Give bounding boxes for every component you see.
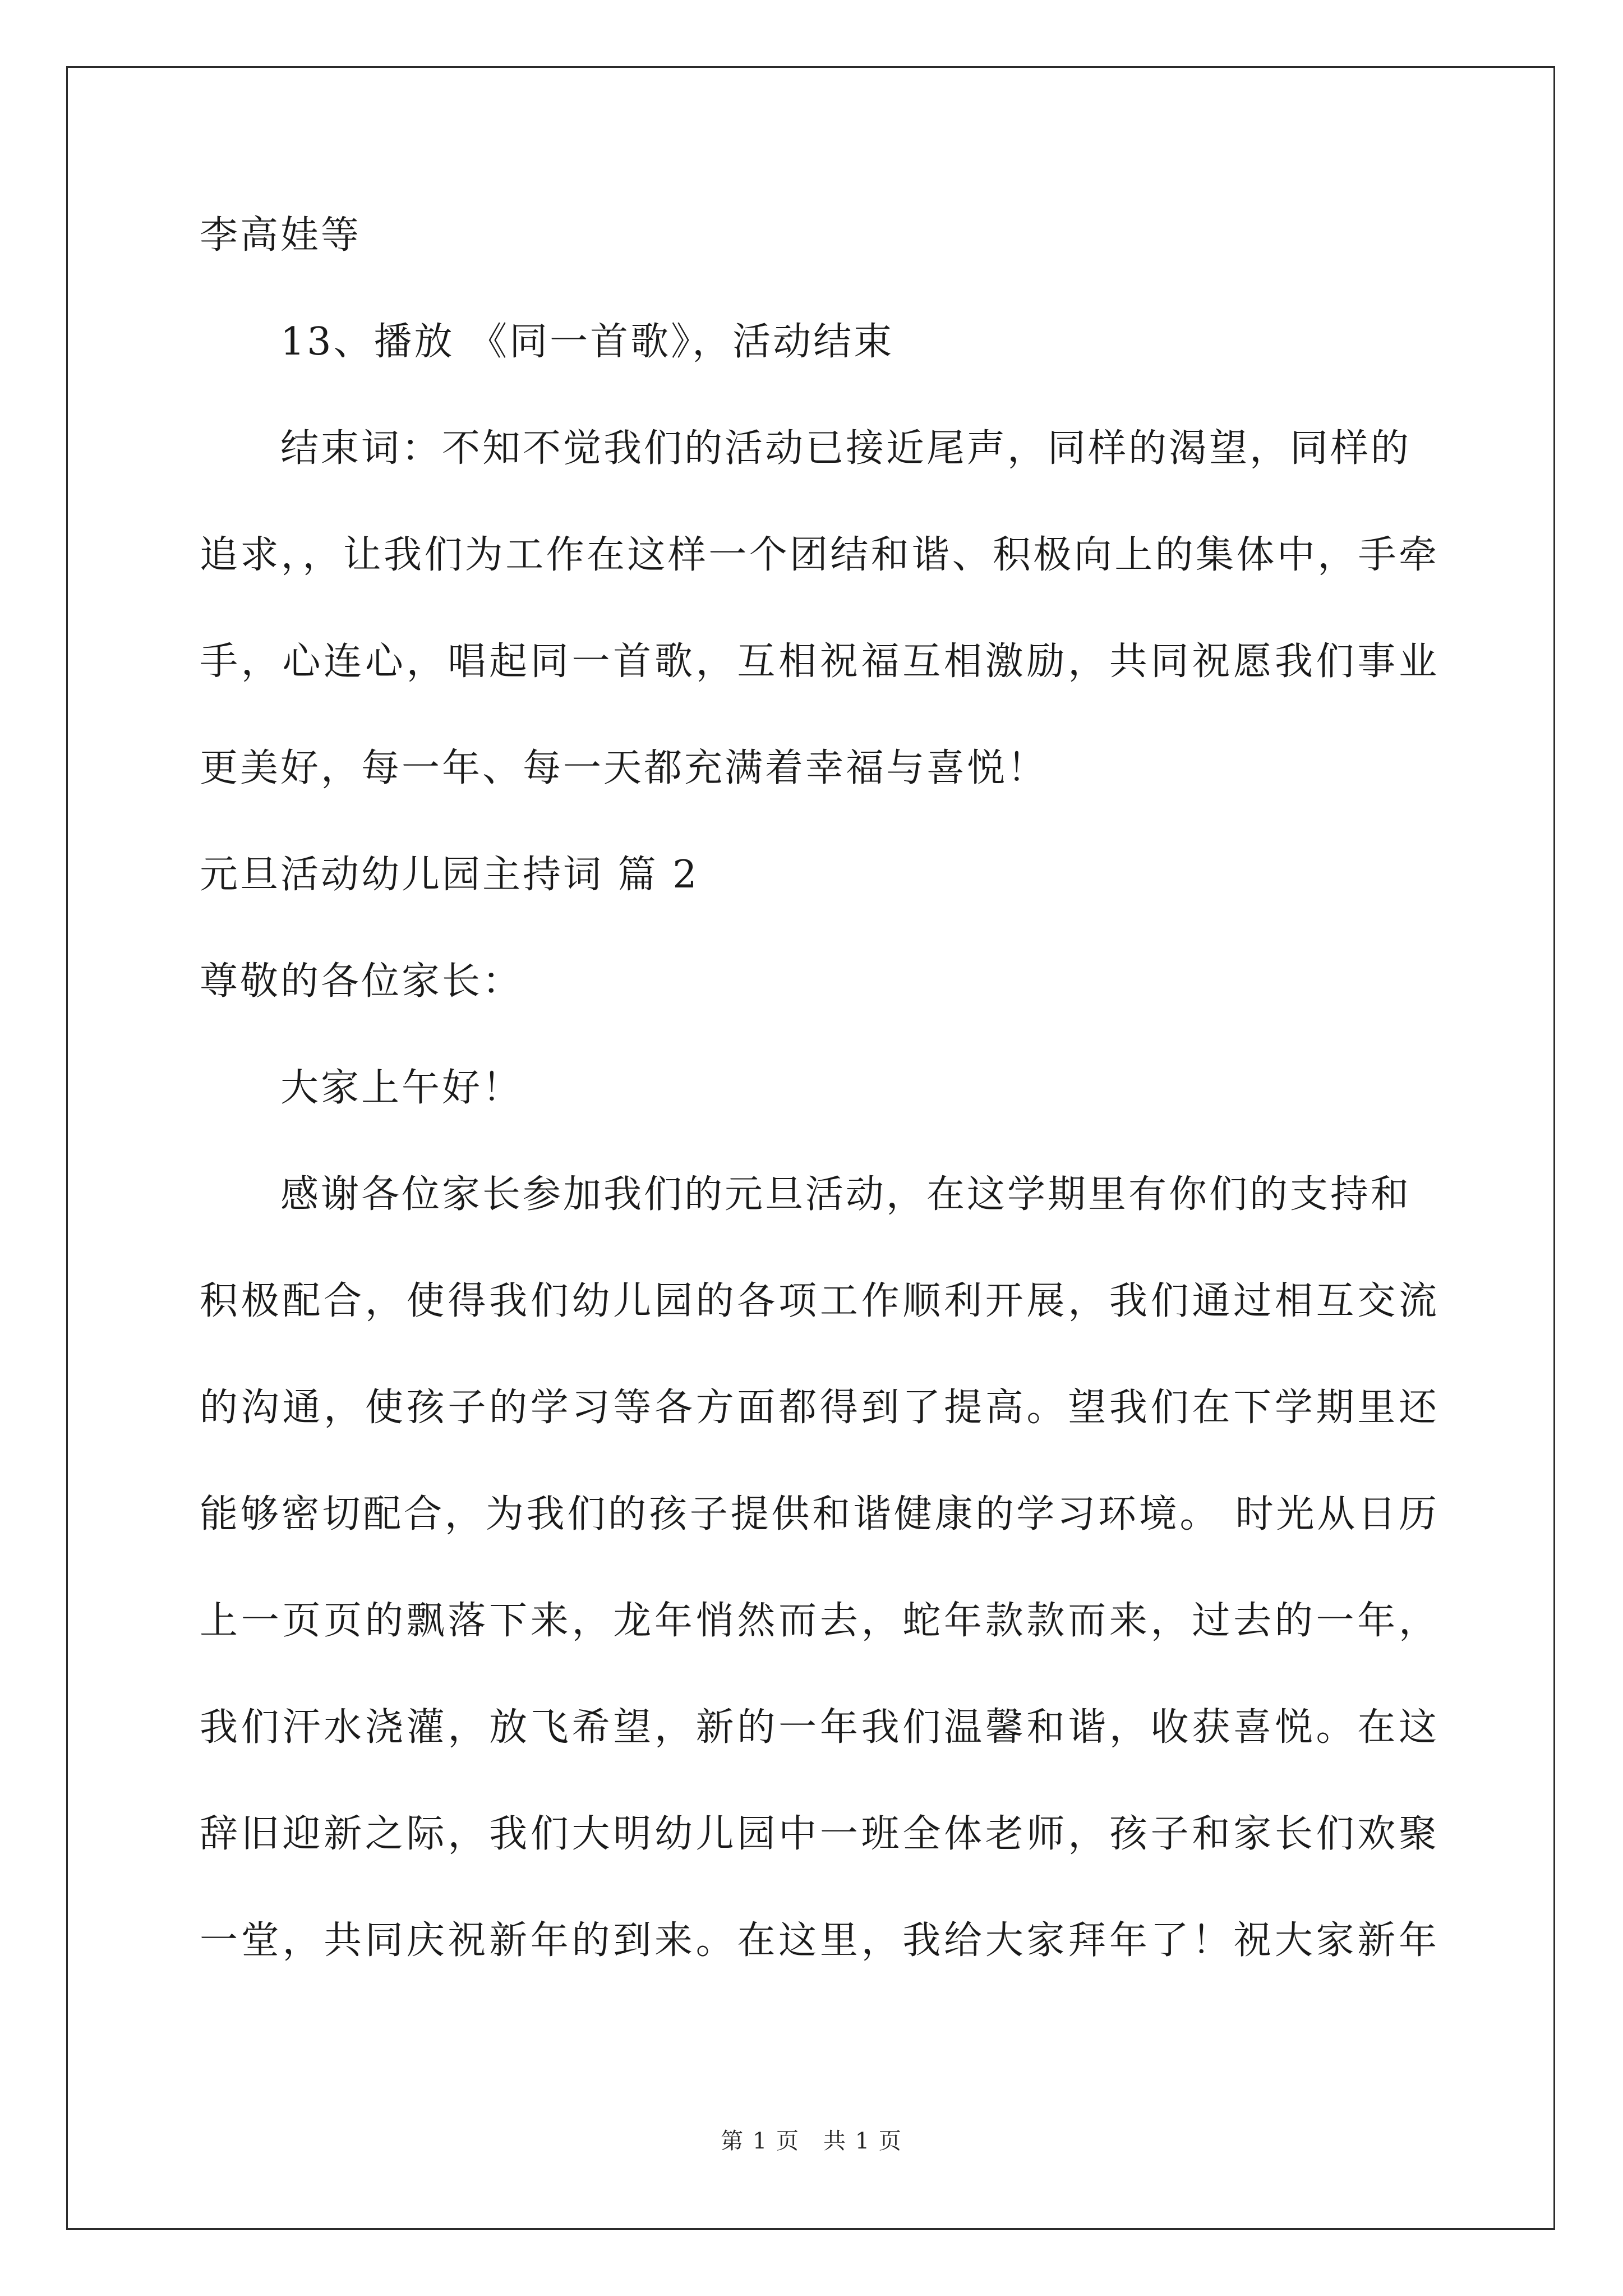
text-line-6: 更美好，每一年、每一天都充满着幸福与喜悦！ <box>200 746 1048 790</box>
text-line-15: 我们汗水浇灌，放飞希望，新的一年我们温馨和谐，收获喜悦。在这 <box>200 1705 1439 1750</box>
text-line-3: 结束词：不知不觉我们的活动已接近尾声，同样的渴望，同样的 <box>280 426 1412 471</box>
text-line-13: 能够密切配合，为我们的孩子提供和谐健康的学习环境。 时光从日历 <box>200 1492 1439 1536</box>
text-line-16: 辞旧迎新之际，我们大明幼儿园中一班全体老师，孩子和家长们欢聚 <box>200 1812 1439 1856</box>
salutation: 尊敬的各位家长： <box>200 959 523 1004</box>
text-line-5: 手，心连心，唱起同一首歌，互相祝福互相激励，共同祝愿我们事业 <box>200 639 1439 684</box>
text-line-10: 感谢各位家长参加我们的元旦活动，在这学期里有你们的支持和 <box>280 1172 1412 1217</box>
text-line-12: 的沟通，使孩子的学习等各方面都得到了提高。望我们在下学期里还 <box>200 1386 1439 1430</box>
greeting: 大家上午好！ <box>280 1066 523 1110</box>
page-border <box>66 66 1555 2230</box>
text-line-11: 积极配合，使得我们幼儿园的各项工作顺利开展，我们通过相互交流 <box>200 1279 1439 1323</box>
text-line-1: 李高娃等 <box>200 213 362 257</box>
text-line-4: 追求，，让我们为工作在这样一个团结和谐、积极向上的集体中，手牵 <box>200 533 1439 577</box>
text-line-2: 13、播放 《同一首歌》，活动结束 <box>280 320 895 364</box>
page-footer: 第 1 页 共 1 页 <box>721 2128 902 2154</box>
section-heading: 元旦活动幼儿园主持词 篇 2 <box>200 853 699 897</box>
text-line-17: 一堂，共同庆祝新年的到来。在这里，我给大家拜年了！祝大家新年 <box>200 1918 1439 1963</box>
text-line-14: 上一页页的飘落下来，龙年悄然而去，蛇年款款而来，过去的一年， <box>200 1599 1439 1643</box>
